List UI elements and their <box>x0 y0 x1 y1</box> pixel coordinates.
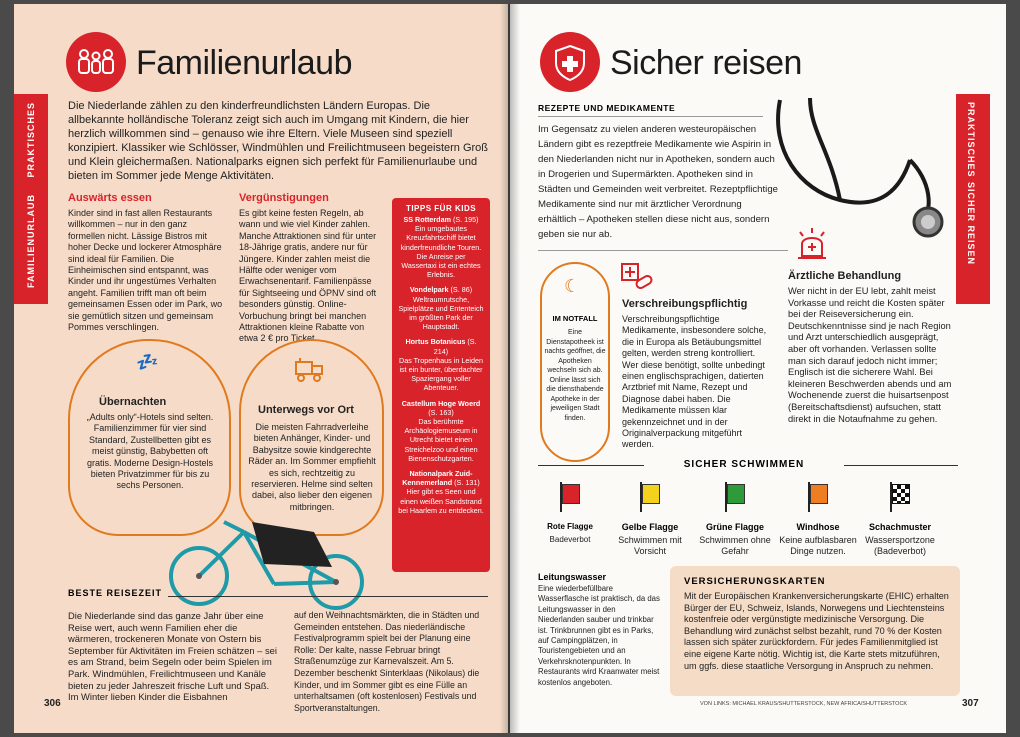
tip-ref: (S. 86) <box>448 285 473 295</box>
left-page <box>14 4 508 733</box>
emergency-text: Eine Dienstapotheek ist nachts geöffnet, die Apotheken wechseln sich ab. Online lässt sich die diensthabende Apotheke in der jeweiligen Stadt finden. <box>544 329 606 422</box>
season-text-2: auf den Weihnachtsmärkten, die in Städten und Gemeinden entstehen. Das niederländische Festivalprogramm spielt bei der Planung eine Rolle: Der kalte, nasse Februar bringt Straßenumzüge zur Karnevalszeit. Am 5. Dezember beschenkt Sinterklaas (Nikolaus) die Kinder, und im Sommer gibt es eine Fülle an unterhaltsamen (oft kostenlosen) Festivals und Sportveranstaltungen. <box>294 610 480 713</box>
flag-description: Schwimmen ohne Gefahr <box>699 535 771 556</box>
tip-ref: (S. 163) <box>428 407 454 417</box>
photo-credits: VON LINKS: MICHAEL KRAUS/SHUTTERSTOCK, NEW AFRICA/SHUTTERSTOCK <box>700 701 908 707</box>
page-title-right: Sicher reisen <box>610 44 802 82</box>
cargo-bike-illustration <box>164 492 374 617</box>
tips-box <box>392 198 490 572</box>
tip-item <box>398 399 484 463</box>
ambulance-siren-icon <box>792 226 832 267</box>
tip-ref: (S. 214) <box>433 337 477 356</box>
travel-heading: Unterwegs vor Ort <box>258 404 354 416</box>
tip-name: Castellum Hoge Woerd <box>401 398 481 408</box>
sleep-icon: 💤 <box>136 352 159 372</box>
moon-icon: ☾ <box>564 276 581 296</box>
flag-name: Schachmuster <box>868 522 932 532</box>
tip-text: Weltraumrutsche, Spielplätze und Ententeich im größten Park der Hauptstadt. <box>398 294 484 332</box>
intro-text: Die Niederlande zählen zu den kinderfreundlichsten Ländern Europas. Die allbekannte holländische Toleranz zeigt sich auch im Umgang mit Kindern, die hier herzlich willkommen sind – genauso wie ihre Eltern. Viele Museen sind speziell konzipiert. Klassiker wie Schlösser, Windmühlen und Freilichtmuseen begeistern Groß und Klein gleichermaßen. Nationalparks eignen sich perfekt für Familienurlaube und bieten im Sommer jede Menge Aktivitäten. <box>68 100 489 182</box>
stay-heading: Übernachten <box>99 396 167 408</box>
prescription-heading: Verschreibungspflichtig <box>622 298 748 310</box>
season-text-1: Die Niederlande sind das ganze Jahr über eine Reise wert, auch wenn Familien eher die wärmeren, trockeneren Monate von Ostern bis September für Aktivitäten im Freien schätzen – sei es am Strand, beim Segeln oder beim Spielen im Park. Windmühlen, Freilichtmuseen und Kanäle bieten zu jeder Jahreszeit frische Luft und Spaß. Im Winter lieben Kinder die Eisbahnen <box>68 610 277 703</box>
eating-heading: Auswärts essen <box>68 192 152 204</box>
flag-name: Windhose <box>796 522 840 532</box>
flag-icon <box>562 484 580 504</box>
flag-name: Grüne Flagge <box>705 522 764 532</box>
water-text: Eine wiederbefüllbare Wasserflasche ist praktisch, da das Leitungswasser in den Niederlanden sauber und trinkbar ist. Trinkbrunnen gibt es in Parks, auf Campingplätzen, in Touristengebieten und an Verkehrsknotenpunkten. In Restaurants wird Kraanwater meist kostenlos angeboten. <box>538 584 660 687</box>
flag-icon <box>810 484 828 504</box>
medical-text: Wer nicht in der EU lebt, zahlt meist Vorkasse und reicht die Kosten später bei der Reiseversicherung ein. Deutschkenntnisse sind je nach Region und Arzt unterschiedlich ausgeprägt, aber oft vorhanden. Verlassen sollte man sich darauf jedoch nicht immer; Englisch ist die sicherere Wahl. Bei kleineren Beschwerden abends und am Wochenende zuerst die huisartsenpost (Bereitschaftsdienst) aufsuchen, statt direkt in die Notaufnahme zu gehen. <box>788 286 952 424</box>
insurance-heading: VERSICHERUNGSKARTEN <box>684 576 826 587</box>
stethoscope-image <box>760 90 950 255</box>
stay-text: „Adults only“-Hotels sind selten. Familienzimmer für vier sind Standard, Zustellbetten gibt es meist günstig, Babybetten oft gratis. Moderne Design-Hostels bieten Privatzimmer für bis zu sechs Personen. <box>86 412 214 491</box>
left-side-tab <box>14 94 48 304</box>
prescription-text: Verschreibungspflichtige Medikamente, insbesondere solche, die in Europa als Betäubungsmittel gelten, werden streng kontrolliert. Wer diese benötigt, sollte unbedingt einen englischsprachigen, datierten Arztbrief mit Name, Rezept und Diagnose dabei haben. Die Medikamente müssen klar gekennzeichnet und in der Originalverpackung mitgeführt werden. <box>622 314 767 450</box>
book-gutter <box>500 4 520 733</box>
tip-text: Hier gibt es Seen und einen weißen Sandstrand bei Haarlem zu entdecken. <box>398 487 484 515</box>
page-number-left: 306 <box>44 698 61 709</box>
tip-item <box>398 215 484 279</box>
tips-list <box>392 213 490 523</box>
tip-ref: (S. 195) <box>450 215 479 224</box>
train-icon <box>292 356 328 389</box>
tip-ref: (S. 131) <box>452 478 480 488</box>
right-side-tab-label-2: SICHER REISEN <box>966 182 976 266</box>
tip-name: Vondelpark <box>409 285 449 295</box>
flag-description: Keine aufblasbaren Dinge nutzen. <box>779 535 857 556</box>
swim-heading: SICHER SCHWIMMEN <box>644 459 844 470</box>
tip-item <box>398 469 484 515</box>
tip-item <box>398 285 484 331</box>
season-heading: BESTE REISEZEIT <box>68 588 168 598</box>
rx-heading: REZEPTE UND MEDIKAMENTE <box>538 103 676 113</box>
left-side-tab-label-2: FAMILIENURLAUB <box>26 194 36 288</box>
flag-description: Wassersportzone (Badeverbot) <box>865 535 935 556</box>
flag-icon <box>892 484 910 504</box>
discount-text: Es gibt keine festen Regeln, ab wann und wie viel Kinder zahlen. Manche Attraktionen sind für unter 18-Jährige gratis, andere nur für Jüngere. Kinder zahlen meist die Hälfte oder weniger vom Erwachsenentarif. Familienpässe für Sightseeing und ÖPNV sind oft besonders günstig. Online-Vorbuchung bringt bei manchen Attraktionen kleine Rabatte von etwa 2 € pro Ticket. <box>239 208 377 344</box>
left-side-tab-label-1: PRAKTISCHES <box>26 102 36 178</box>
eating-text: Kinder sind in fast allen Restaurants willkommen – nur in den ganz formellen nicht. Lässige Bistros mit hoher Decke und lockerer Atmosphäre sind ideal für Familien. Die Einheimischen sind entspannt, was Kinder und ihr ungestümes Verhalten angeht. Familien trifft man oft beim gemeinsamen Essen oder im Park, wo sie gemütlich sitzen und gemeinsam Pommes verschlingen. <box>68 208 223 333</box>
medicine-icon <box>620 262 654 297</box>
safety-shield-icon <box>540 32 600 92</box>
flag-name: Rote Flagge <box>547 522 593 531</box>
page-title: Familienurlaub <box>136 44 352 82</box>
tips-heading: TIPPS FÜR KIDS <box>405 204 477 213</box>
tip-text: Ein umgebautes Kreuzfahrtschiff bietet kinderfreundliche Touren. Die Anreise per Wassertaxi ist ein echtes Erlebnis. <box>400 224 482 280</box>
right-page <box>510 4 1006 733</box>
tip-name: SS Rotterdam <box>403 215 451 224</box>
insurance-text: Mit der Europäischen Krankenversicherungskarte (EHIC) erhalten Bürger der EU, Schweiz, Islands, Norwegens und Liechtensteins kostenfreie oder vergünstigte medizinische Versorgung. Die Behandlung wird zunächst selbst bezahlt, rund 70 % der Kosten lassen sich später zurückfordern. Für jedes Familienmitglied ist eine eigene Karte nötig. Wichtig ist, die Karte stets mitzuführen, um ggfs. diese staatliche Versorgung in Anspruch zu nehmen. <box>684 591 949 671</box>
tip-name: Nationalpark Zuid-Kennemerland <box>402 469 473 488</box>
tip-text: Das berühmte Archäologiemuseum in Utrecht bietet einen Streichelzoo und einen Bienenschutzgarten. <box>404 417 478 463</box>
flag-description: Badeverbot <box>549 535 591 544</box>
discount-heading: Vergünstigungen <box>239 192 329 204</box>
tip-text: Das Tropenhaus in Leiden ist ein bunter, überdachter Spaziergang voller Abenteuer. <box>399 355 483 393</box>
flag-icon <box>727 484 745 504</box>
right-side-tab <box>956 94 990 304</box>
rx-text: Im Gegensatz zu vielen anderen westeuropäischen Ländern gibt es rezeptfreie Medikamente wie Aspirin in den Niederlanden nicht nur in Apotheken, sondern auch in Drogerien und Supermärkten. Apotheken sind in Städten und Gemeinden weit verbreitet. Rezeptpflichtige Medikamente sind nur mit ärztlicher Verordnung erhältlich – Apotheken stellen diese nicht aus, sondern geben sie nur ab. <box>538 124 778 240</box>
page-number-right: 307 <box>962 698 979 709</box>
water-heading: Leitungswasser <box>538 572 607 582</box>
family-icon <box>66 32 126 92</box>
tip-name: Hortus Botanicus <box>405 337 466 347</box>
travel-text: Die meisten Fahrradverleihe bieten Anhänger, Kinder- und Babysitze sowie kindgerechte Räder an. Im Sommer empfiehlt es sich, rechtzeitig zu reservieren. Helme sind selten dabei, also lieber den eigenen mitbringen. <box>248 422 376 512</box>
flag-name: Gelbe Flagge <box>621 522 679 532</box>
insurance-box <box>670 566 960 696</box>
flag-description: Schwimmen mit Vorsicht <box>618 535 682 556</box>
tip-item <box>398 337 484 392</box>
medical-heading: Ärztliche Behandlung <box>788 270 902 282</box>
emergency-heading: IM NOTFALL <box>552 314 598 323</box>
right-side-tab-label-1: PRAKTISCHES <box>966 102 976 178</box>
flag-icon <box>642 484 660 504</box>
